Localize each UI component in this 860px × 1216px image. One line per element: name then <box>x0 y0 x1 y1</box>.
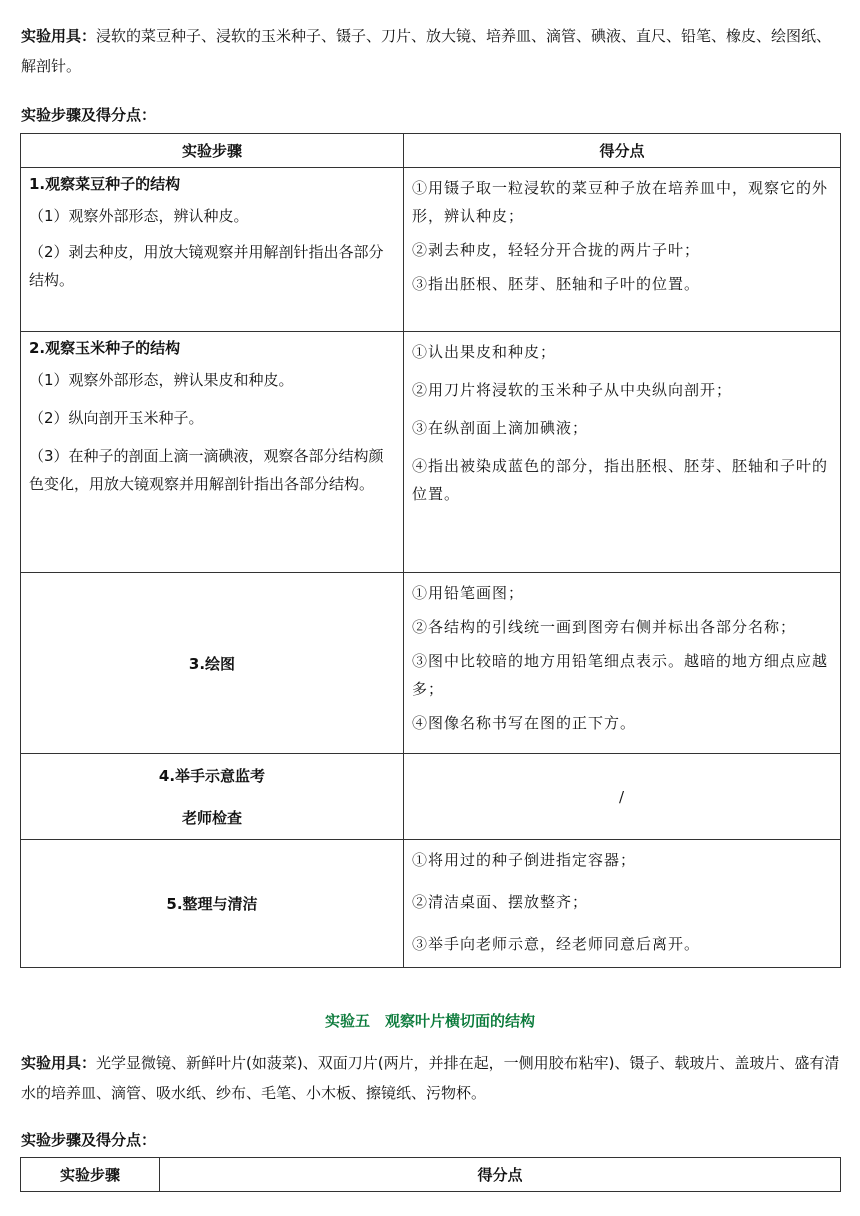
table-row <box>21 332 841 573</box>
step-cell <box>21 332 404 573</box>
table-row <box>21 573 841 754</box>
score-point: ①将用过的种子倒进指定容器； <box>412 851 637 869</box>
materials-paragraph <box>21 21 843 81</box>
materials-text-2: 光学显微镜、新鲜叶片(如菠菜)、双面刀片(两片，并排在起，一侧用胶布粘牢)、镊子、载玻片、盖玻片、盛有清水的培养皿、滴管、吸水纸、纱布、毛笔、小木板、擦镜纸、污物杯。 <box>21 1054 840 1102</box>
materials-label-2: 实验用具： <box>21 1054 97 1072</box>
score-point: ③指出胚根、胚芽、胚轴和子叶的位置。 <box>412 275 701 293</box>
score-point: / <box>618 787 626 806</box>
score-point: ③图中比较暗的地方用铅笔细点表示。越暗的地方细点应越多； <box>412 652 829 698</box>
step-title-line: 4.举手示意监考 <box>158 766 266 785</box>
step-title: 5.整理与清洁 <box>166 895 258 913</box>
score-cell <box>404 573 841 754</box>
score-point: ④指出被染成蓝色的部分，指出胚根、胚芽、胚轴和子叶的位置。 <box>412 457 829 503</box>
step-cell <box>21 754 404 840</box>
table-row <box>21 168 841 332</box>
score-point: ③在纵剖面上滴加碘液； <box>412 419 589 437</box>
header-steps-2: 实验步骤 <box>21 1158 160 1192</box>
score-point: ②清洁桌面、摆放整齐； <box>412 893 589 911</box>
materials-label: 实验用具： <box>21 27 97 45</box>
score-point: ②各结构的引线统一画到图旁右侧并标出各部分名称； <box>412 618 797 636</box>
step-line: （3）在种子的剖面上滴一滴碘液，观察各部分结构颜色变化，用放大镜观察并用解剖针指出各部分结构。 <box>29 447 384 493</box>
table-header-row <box>21 134 841 168</box>
table-row <box>21 754 841 840</box>
step-line: （1）观察外部形态，辨认果皮和种皮。 <box>29 371 294 389</box>
score-point: ④图像名称书写在图的正下方。 <box>412 714 637 732</box>
score-cell <box>404 332 841 573</box>
steps-heading-2: 实验步骤及得分点： <box>21 1131 157 1149</box>
score-point: ②剥去种皮，轻轻分开合拢的两片子叶； <box>412 241 701 259</box>
score-cell <box>404 754 841 840</box>
materials-text: 浸软的菜豆种子、浸软的玉米种子、镊子、刀片、放大镜、培养皿、滴管、碘液、直尺、铅笔、橡皮、绘图纸、解剖针。 <box>21 27 832 75</box>
steps-table <box>20 133 841 968</box>
section-title: 实验五 观察叶片横切面的结构 <box>324 1012 535 1030</box>
step-line: （2）剥去种皮，用放大镜观察并用解剖针指出各部分结构。 <box>29 243 384 289</box>
step-cell <box>21 168 404 332</box>
score-cell <box>404 168 841 332</box>
step-line: （1）观察外部形态，辨认种皮。 <box>29 207 249 225</box>
score-point: ①用镊子取一粒浸软的菜豆种子放在培养皿中，观察它的外形，辨认种皮； <box>412 179 829 225</box>
header-steps: 实验步骤 <box>21 134 404 168</box>
step-title: 2.观察玉米种子的结构 <box>29 339 181 357</box>
materials-paragraph-2 <box>21 1048 843 1108</box>
score-point: ①认出果皮和种皮； <box>412 343 557 361</box>
score-point: ②用刀片将浸软的玉米种子从中央纵向剖开； <box>412 381 733 399</box>
score-point: ③举手向老师示意，经老师同意后离开。 <box>412 935 701 953</box>
step-title: 1.观察菜豆种子的结构 <box>29 175 181 193</box>
header-score: 得分点 <box>404 134 841 168</box>
score-point: ①用铅笔画图； <box>412 584 525 602</box>
step-title-line: 老师检查 <box>181 808 242 827</box>
steps-heading: 实验步骤及得分点： <box>21 106 157 124</box>
step-line: （2）纵向剖开玉米种子。 <box>29 409 204 427</box>
table-row <box>21 840 841 968</box>
score-cell <box>404 840 841 968</box>
step-cell <box>21 840 404 968</box>
table-header-row <box>21 1158 841 1192</box>
steps-table-2 <box>20 1157 841 1192</box>
step-title: 3.绘图 <box>188 654 236 673</box>
step-cell <box>21 573 404 754</box>
header-score-2: 得分点 <box>160 1158 841 1192</box>
